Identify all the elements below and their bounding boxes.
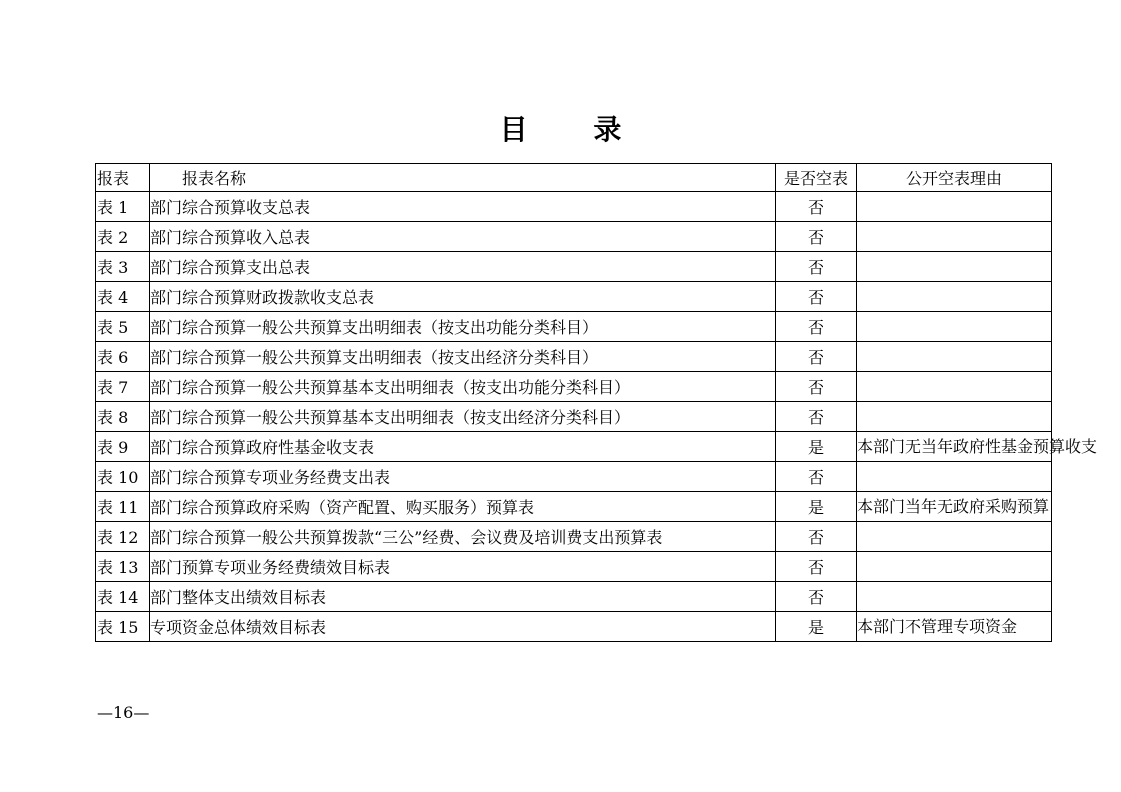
row-report-no: 表 1 <box>96 192 150 222</box>
row-report-name: 部门综合预算支出总表 <box>150 252 776 282</box>
table-header-row <box>96 164 1052 192</box>
row-is-empty: 否 <box>776 462 857 492</box>
row-report-no: 表 7 <box>96 372 150 402</box>
row-is-empty: 否 <box>776 222 857 252</box>
row-is-empty: 否 <box>776 312 857 342</box>
toc-table <box>95 163 1098 642</box>
row-is-empty: 否 <box>776 252 857 282</box>
row-report-name: 部门综合预算一般公共预算支出明细表（按支出功能分类科目） <box>150 312 776 342</box>
table-row <box>96 342 1052 372</box>
row-empty-reason: 本部门当年无政府采购预算 <box>857 492 1052 522</box>
table-row <box>96 612 1052 642</box>
row-report-name: 部门综合预算收支总表 <box>150 192 776 222</box>
row-report-name: 部门综合预算政府性基金收支表 <box>150 432 776 462</box>
header-report-no: 报表 <box>96 164 150 192</box>
row-report-no: 表 11 <box>96 492 150 522</box>
row-report-name: 部门预算专项业务经费绩效目标表 <box>150 552 776 582</box>
row-report-no: 表 12 <box>96 522 150 552</box>
row-is-empty: 是 <box>776 432 857 462</box>
table-row <box>96 282 1052 312</box>
row-is-empty: 否 <box>776 282 857 312</box>
table-row <box>96 492 1052 522</box>
row-is-empty: 否 <box>776 552 857 582</box>
row-empty-reason <box>857 222 1052 252</box>
page-title: 目 录 <box>499 113 650 146</box>
table-row <box>96 192 1052 222</box>
row-report-name: 部门综合预算收入总表 <box>150 222 776 252</box>
row-report-name: 部门综合预算财政拨款收支总表 <box>150 282 776 312</box>
row-report-no: 表 14 <box>96 582 150 612</box>
row-report-no: 表 9 <box>96 432 150 462</box>
row-report-no: 表 8 <box>96 402 150 432</box>
table-row <box>96 372 1052 402</box>
row-is-empty: 否 <box>776 582 857 612</box>
row-empty-reason <box>857 312 1052 342</box>
table-row <box>96 432 1052 462</box>
row-report-no: 表 13 <box>96 552 150 582</box>
table-row <box>96 522 1052 552</box>
row-empty-reason: 本部门无当年政府性基金预算收支 <box>857 432 1052 462</box>
row-empty-reason <box>857 252 1052 282</box>
row-report-name: 部门综合预算政府采购（资产配置、购买服务）预算表 <box>150 492 776 522</box>
row-report-no: 表 5 <box>96 312 150 342</box>
table-row <box>96 582 1052 612</box>
row-report-no: 表 4 <box>96 282 150 312</box>
row-report-no: 表 6 <box>96 342 150 372</box>
row-report-no: 表 3 <box>96 252 150 282</box>
row-empty-reason <box>857 342 1052 372</box>
row-report-no: 表 10 <box>96 462 150 492</box>
header-report-name: 报表名称 <box>150 164 776 192</box>
table-row <box>96 222 1052 252</box>
row-report-name: 部门整体支出绩效目标表 <box>150 582 776 612</box>
row-report-name: 专项资金总体绩效目标表 <box>150 612 776 642</box>
row-report-no: 表 15 <box>96 612 150 642</box>
row-is-empty: 否 <box>776 342 857 372</box>
row-empty-reason <box>857 282 1052 312</box>
row-report-name: 部门综合预算一般公共预算基本支出明细表（按支出功能分类科目） <box>150 372 776 402</box>
row-report-name: 部门综合预算一般公共预算支出明细表（按支出经济分类科目） <box>150 342 776 372</box>
row-report-name: 部门综合预算专项业务经费支出表 <box>150 462 776 492</box>
row-empty-reason <box>857 552 1052 582</box>
row-empty-reason <box>857 522 1052 552</box>
toc-body <box>96 192 1098 642</box>
row-empty-reason <box>857 462 1052 492</box>
table-row <box>96 252 1052 282</box>
table-row <box>96 552 1052 582</box>
row-empty-reason <box>857 582 1052 612</box>
row-is-empty: 是 <box>776 612 857 642</box>
row-empty-reason: 本部门不管理专项资金 <box>857 612 1052 642</box>
row-is-empty: 是 <box>776 492 857 522</box>
row-empty-reason <box>857 192 1052 222</box>
table-row <box>96 402 1052 432</box>
row-empty-reason <box>857 372 1052 402</box>
table-row <box>96 462 1052 492</box>
page-number: —16— <box>97 703 150 722</box>
header-is-empty: 是否空表 <box>776 164 857 192</box>
row-is-empty: 否 <box>776 192 857 222</box>
table-row <box>96 312 1052 342</box>
row-report-name: 部门综合预算一般公共预算基本支出明细表（按支出经济分类科目） <box>150 402 776 432</box>
row-is-empty: 否 <box>776 522 857 552</box>
row-report-no: 表 2 <box>96 222 150 252</box>
header-empty-reason: 公开空表理由 <box>857 164 1052 192</box>
row-is-empty: 否 <box>776 372 857 402</box>
row-is-empty: 否 <box>776 402 857 432</box>
row-report-name: 部门综合预算一般公共预算拨款“三公”经费、会议费及培训费支出预算表 <box>150 522 776 552</box>
row-empty-reason <box>857 402 1052 432</box>
